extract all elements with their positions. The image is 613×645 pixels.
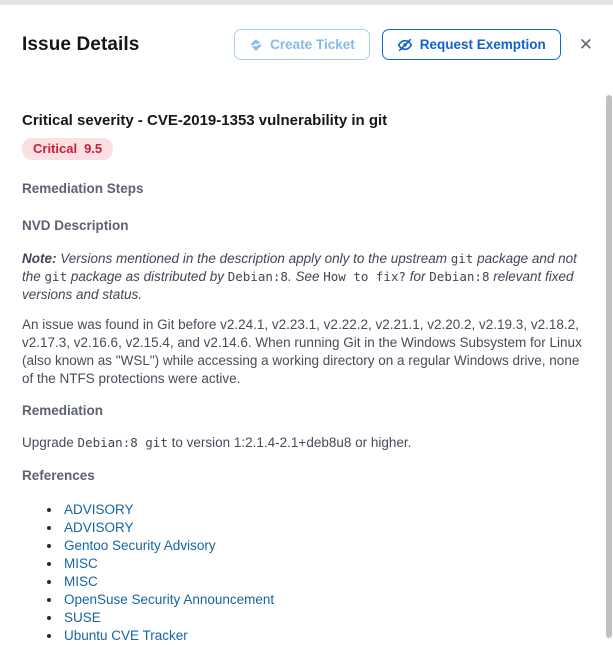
inline-code: How to fix? [323, 269, 407, 284]
reference-link[interactable]: ADVISORY [64, 520, 134, 535]
text-segment: to version 1:2.1.4-2.1+deb8u8 or higher. [167, 435, 412, 450]
reference-link[interactable]: MISC [64, 574, 98, 589]
severity-label: Critical [33, 141, 78, 156]
reference-link[interactable]: Ubuntu CVE Tracker [64, 628, 188, 643]
close-icon[interactable]: ✕ [575, 32, 597, 57]
text-segment: . See [287, 269, 324, 284]
reference-item [62, 573, 589, 591]
remediation-steps-heading: Remediation Steps [22, 181, 144, 196]
reference-item [62, 537, 589, 555]
reference-item [62, 609, 589, 627]
reference-link[interactable]: MISC [64, 556, 98, 571]
text-segment: Upgrade [22, 435, 78, 450]
eye-slash-icon [397, 37, 413, 53]
text-segment: relevant fixed versions and status. [22, 269, 574, 302]
text-segment: Versions mentioned in the description apply only to the upstream [56, 251, 451, 266]
reference-item [62, 519, 589, 537]
nvd-description-heading: NVD Description [22, 218, 129, 233]
reference-link[interactable]: Gentoo Security Advisory [64, 538, 216, 553]
text-segment: package as distributed by [67, 269, 228, 284]
text-segment: for [406, 269, 430, 284]
inline-code: git [450, 251, 474, 266]
description-paragraph: An issue was found in Git before v2.24.1, v2.23.1, v2.22.2, v2.21.1, v2.20.2, v2.19.3, v2.18.2, v2.17.3, v2.16.6, v2.15.4, and v2.14.6. When running Git in the Windows Subsystem for Linux (also known as "WSL") while accessing a working directory on a regular Windows drive, none of the NTFS protections were active. [22, 317, 582, 386]
vertical-scrollbar[interactable] [606, 95, 612, 638]
upgrade-paragraph [22, 434, 589, 452]
reference-link[interactable]: OpenSuse Security Announcement [64, 592, 275, 607]
reference-item [62, 555, 589, 573]
request-exemption-label: Request Exemption [419, 37, 546, 52]
header-actions [234, 29, 597, 60]
text-segment: package and not the [22, 251, 577, 284]
inline-code: Debian:8 [227, 269, 288, 284]
reference-link[interactable]: SUSE [64, 610, 101, 625]
header [0, 5, 613, 60]
issue-details-content [0, 112, 613, 645]
issue-title: Critical severity - CVE-2019-1353 vulnerability in git [22, 112, 388, 129]
request-exemption-button[interactable] [382, 29, 561, 60]
remediation-heading: Remediation [22, 403, 104, 418]
note-paragraph [22, 250, 589, 304]
reference-link[interactable]: ADVISORY [64, 502, 134, 517]
inline-code: Debian:8 git [77, 435, 168, 450]
create-ticket-label: Create Ticket [270, 37, 355, 52]
reference-item [62, 627, 589, 645]
reference-item [62, 501, 589, 519]
references-heading: References [22, 468, 95, 483]
page-title: Issue Details [22, 33, 140, 55]
create-ticket-button[interactable] [234, 29, 370, 60]
text-segment: Note: [22, 251, 57, 266]
diamond-icon [249, 38, 263, 52]
inline-code: Debian:8 [429, 269, 490, 284]
severity-score: 9.5 [84, 141, 103, 156]
reference-item [62, 591, 589, 609]
inline-code: git [44, 269, 68, 284]
severity-badge [22, 138, 113, 160]
references-list [62, 501, 589, 645]
